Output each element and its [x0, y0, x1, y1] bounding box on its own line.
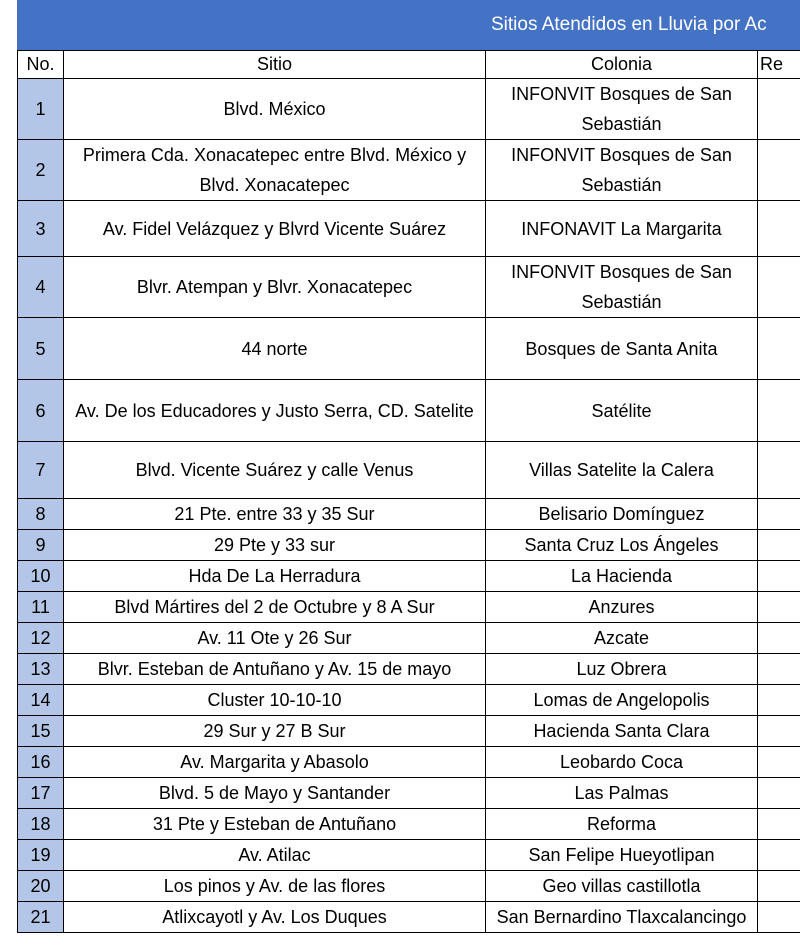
cell-re[interactable] — [758, 201, 800, 257]
table-row — [18, 140, 800, 201]
table-row — [18, 318, 800, 380]
cell-no[interactable]: 19 — [18, 840, 64, 871]
cell-re[interactable] — [758, 592, 800, 623]
cell-no[interactable]: 13 — [18, 654, 64, 685]
cell-no[interactable]: 9 — [18, 530, 64, 561]
cell-sitio[interactable]: 21 Pte. entre 33 y 35 Sur — [64, 499, 486, 530]
table-row — [18, 809, 800, 840]
cell-colonia[interactable]: Villas Satelite la Calera — [486, 442, 758, 499]
table-row — [18, 871, 800, 902]
cell-re[interactable] — [758, 685, 800, 716]
cell-no[interactable]: 6 — [18, 380, 64, 442]
table-row — [18, 499, 800, 530]
header-re[interactable]: Re — [758, 51, 800, 79]
cell-sitio[interactable]: Blvd Mártires del 2 de Octubre y 8 A Sur — [64, 592, 486, 623]
cell-no[interactable]: 21 — [18, 902, 64, 933]
cell-sitio[interactable]: Av. 11 Ote y 26 Sur — [64, 623, 486, 654]
cell-no[interactable]: 10 — [18, 561, 64, 592]
cell-colonia[interactable]: San Bernardino Tlaxcalancingo — [486, 902, 758, 933]
cell-sitio[interactable]: Atlixcayotl y Av. Los Duques — [64, 902, 486, 933]
cell-colonia[interactable]: Belisario Domínguez — [486, 499, 758, 530]
cell-re[interactable] — [758, 716, 800, 747]
table-row — [18, 902, 800, 933]
cell-colonia[interactable]: INFONAVIT La Margarita — [486, 201, 758, 257]
cell-re[interactable] — [758, 623, 800, 654]
table-row — [18, 592, 800, 623]
cell-sitio[interactable]: Blvr. Atempan y Blvr. Xonacatepec — [64, 257, 486, 318]
cell-colonia[interactable]: INFONVIT Bosques de San Sebastián — [486, 79, 758, 140]
cell-sitio[interactable]: Blvd. Vicente Suárez y calle Venus — [64, 442, 486, 499]
cell-no[interactable]: 18 — [18, 809, 64, 840]
table-row — [18, 840, 800, 871]
header-colonia[interactable]: Colonia — [486, 51, 758, 79]
cell-no[interactable]: 4 — [18, 257, 64, 318]
spreadsheet — [17, 0, 800, 933]
table-row — [18, 201, 800, 257]
table-row — [18, 778, 800, 809]
cell-no[interactable]: 20 — [18, 871, 64, 902]
table-row — [18, 257, 800, 318]
cell-sitio[interactable]: 31 Pte y Esteban de Antuñano — [64, 809, 486, 840]
cell-no[interactable]: 15 — [18, 716, 64, 747]
cell-re[interactable] — [758, 809, 800, 840]
cell-sitio[interactable]: Av. De los Educadores y Justo Serra, CD. Satelite — [64, 380, 486, 442]
cell-colonia[interactable]: INFONVIT Bosques de San Sebastián — [486, 140, 758, 201]
cell-sitio[interactable]: Hda De La Herradura — [64, 561, 486, 592]
header-no[interactable]: No. — [18, 51, 64, 79]
cell-re[interactable] — [758, 902, 800, 933]
cell-colonia[interactable]: Satélite — [486, 380, 758, 442]
cell-no[interactable]: 7 — [18, 442, 64, 499]
cell-colonia[interactable]: Anzures — [486, 592, 758, 623]
cell-no[interactable]: 17 — [18, 778, 64, 809]
cell-no[interactable]: 16 — [18, 747, 64, 778]
cell-re[interactable] — [758, 257, 800, 318]
cell-colonia[interactable]: Luz Obrera — [486, 654, 758, 685]
cell-re[interactable] — [758, 442, 800, 499]
cell-sitio[interactable]: Av. Margarita y Abasolo — [64, 747, 486, 778]
cell-no[interactable]: 2 — [18, 140, 64, 201]
cell-no[interactable]: 14 — [18, 685, 64, 716]
cell-no[interactable]: 1 — [18, 79, 64, 140]
cell-sitio[interactable]: Blvd. México — [64, 79, 486, 140]
cell-no[interactable]: 8 — [18, 499, 64, 530]
cell-colonia[interactable]: Santa Cruz Los Ángeles — [486, 530, 758, 561]
cell-re[interactable] — [758, 79, 800, 140]
table-row — [18, 442, 800, 499]
cell-re[interactable] — [758, 840, 800, 871]
cell-sitio[interactable]: Av. Fidel Velázquez y Blvrd Vicente Suárez — [64, 201, 486, 257]
title-banner — [17, 0, 800, 50]
cell-colonia[interactable]: Leobardo Coca — [486, 747, 758, 778]
table-row — [18, 685, 800, 716]
cell-sitio[interactable]: Blvr. Esteban de Antuñano y Av. 15 de mayo — [64, 654, 486, 685]
cell-re[interactable] — [758, 778, 800, 809]
cell-colonia[interactable]: San Felipe Hueyotlipan — [486, 840, 758, 871]
table-row — [18, 747, 800, 778]
table-row — [18, 380, 800, 442]
cell-no[interactable]: 3 — [18, 201, 64, 257]
cell-colonia[interactable]: La Hacienda — [486, 561, 758, 592]
table-body — [18, 79, 800, 933]
banner-title: Sitios Atendidos en Lluvia por Ac — [491, 14, 767, 35]
cell-sitio[interactable]: Blvd. 5 de Mayo y Santander — [64, 778, 486, 809]
cell-sitio[interactable]: 29 Sur y 27 B Sur — [64, 716, 486, 747]
cell-re[interactable] — [758, 140, 800, 201]
header-row — [18, 51, 800, 79]
cell-sitio[interactable]: Primera Cda. Xonacatepec entre Blvd. México y Blvd. Xonacatepec — [64, 140, 486, 201]
cell-colonia[interactable]: Geo villas castillotla — [486, 871, 758, 902]
cell-no[interactable]: 12 — [18, 623, 64, 654]
cell-colonia[interactable]: Hacienda Santa Clara — [486, 716, 758, 747]
cell-re[interactable] — [758, 499, 800, 530]
cell-colonia[interactable]: Lomas de Angelopolis — [486, 685, 758, 716]
cell-sitio[interactable]: 44 norte — [64, 318, 486, 380]
cell-colonia[interactable]: Bosques de Santa Anita — [486, 318, 758, 380]
cell-sitio[interactable]: 29 Pte y 33 sur — [64, 530, 486, 561]
cell-re[interactable] — [758, 871, 800, 902]
cell-colonia[interactable]: INFONVIT Bosques de San Sebastián — [486, 257, 758, 318]
cell-re[interactable] — [758, 654, 800, 685]
table-row — [18, 716, 800, 747]
cell-re[interactable] — [758, 318, 800, 380]
cell-colonia[interactable]: Reforma — [486, 809, 758, 840]
table-row — [18, 561, 800, 592]
cell-colonia[interactable]: Azcate — [486, 623, 758, 654]
cell-re[interactable] — [758, 747, 800, 778]
cell-re[interactable] — [758, 380, 800, 442]
table-row — [18, 530, 800, 561]
cell-re[interactable] — [758, 530, 800, 561]
table-row — [18, 623, 800, 654]
cell-no[interactable]: 11 — [18, 592, 64, 623]
cell-colonia[interactable]: Las Palmas — [486, 778, 758, 809]
table-row — [18, 79, 800, 140]
table-row — [18, 654, 800, 685]
cell-re[interactable] — [758, 561, 800, 592]
header-sitio[interactable]: Sitio — [64, 51, 486, 79]
cell-sitio[interactable]: Los pinos y Av. de las flores — [64, 871, 486, 902]
sites-table — [17, 50, 800, 933]
cell-sitio[interactable]: Cluster 10-10-10 — [64, 685, 486, 716]
cell-no[interactable]: 5 — [18, 318, 64, 380]
cell-sitio[interactable]: Av. Atilac — [64, 840, 486, 871]
